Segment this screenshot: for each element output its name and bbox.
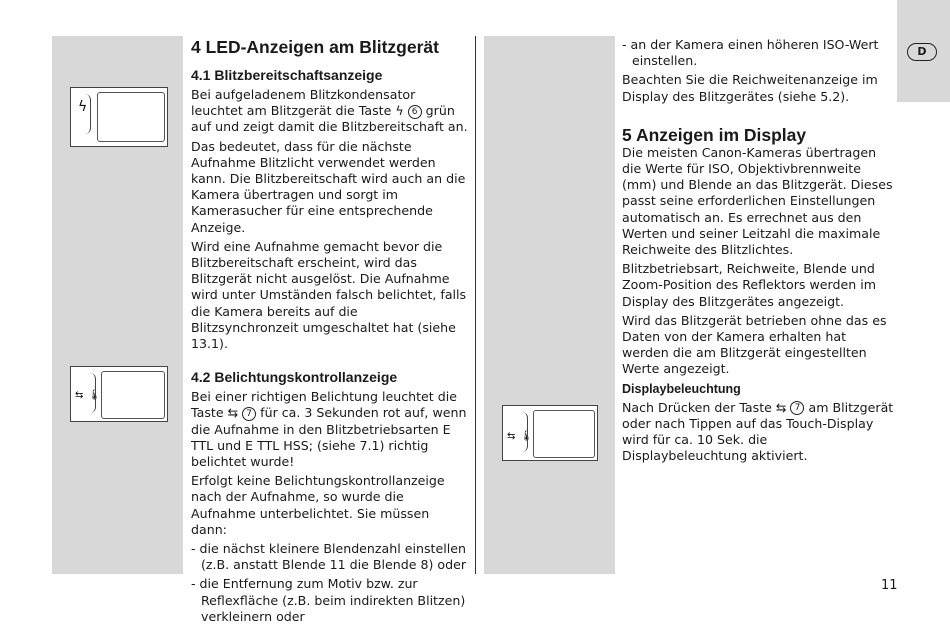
display-light-heading: Displaybeleuchtung [622,381,741,396]
paragraph: Nach Drücken der Taste ⇆ 7 am Blitzgerät oder nach Tippen auf das Touch-Display wird für ca. 10 Sek. die Displaybeleuchtung aktiviert. [622,399,894,464]
section-5-heading: 5 Anzeigen im Display [622,124,807,145]
button-bracket [74,94,91,134]
thermometer-icon: 🌡 [88,390,101,401]
display-light-thumbnail [502,405,598,461]
display-illustration [101,371,165,419]
section-4-2-heading: 4.2 Belichtungskontrollanzeige [191,369,398,386]
column-divider [475,36,476,574]
paragraph: Das bedeutet, dass für die nächste Aufnahme Blitzlicht verwendet werden kann. Die Blitzbereitschaft wird auch an die Kamera übertragen und sorgt im Kamerasucher für eine entsprechende Anzeige. [191,138,466,235]
flash-bolt-icon: ϟ [78,99,88,115]
right-column [622,37,894,467]
section-4-heading: 4 LED-Anzeigen am Blitzgerät [191,37,439,57]
paragraph: Erfolgt keine Belichtungskontrollanzeige nach der Aufnahme, so wurde die Aufnahme unterbelichtet. Sie müssen dann: [191,473,445,537]
language-badge: D [907,43,937,61]
thermometer-icon: 🌡 [520,431,533,442]
flash-ready-thumbnail [70,87,168,147]
paragraph: Bei aufgeladenem Blitzkondensator leuchtet am Blitzgerät die Taste ϟ 6 grün auf und zeigt damit die Blitzbereitschaft an. [191,87,468,135]
paragraph: Beachten Sie die Reichweitenanzeige im Display des Blitzgerätes (siehe 5.2). [622,72,878,104]
display-illustration [97,92,165,142]
paragraph: Wird das Blitzgerät betrieben ohne das es Daten von der Kamera erhalten hat werden die am Blitzgerät eingestellten Werte angezeigt. [622,312,887,377]
middle-margin-band [484,36,615,574]
exposure-control-thumbnail [70,366,168,422]
display-illustration [533,410,595,458]
section-4-1-heading: 4.1 Blitzbereitschaftsanzeige [191,67,383,83]
paragraph: Bei einer richtigen Belichtung leuchtet die Taste ⇆ 7 für ca. 3 Sekunden rot auf, wenn die Aufnahme in den Blitzbetriebsarten E TTL und E TTL HSS; (siehe 7.1) richtig belichtet wurde! [191,389,467,470]
reference-number: 7 [242,407,256,421]
paragraph: Die meisten Canon-Kameras übertragen die Werte für ISO, Objektivbrennweite (mm) und Blende an das Blitzgerät. Dieses passt seine erforderlichen Einstellungen automatisch an. Es errechnet aus den Werten und seiner Leitzahl die maximale Reichweite des Blitzlichtes. [622,144,893,258]
left-column [191,37,469,628]
list-item: - an der Kamera einen höheren ISO-Wert einstellen. [622,37,879,69]
list-item: - die nächst kleinere Blendenzahl einstellen (z.B. anstatt Blende 11 die Blende 8) oder [191,541,467,573]
paragraph: Blitzbetriebsart, Reichweite, Blende und Zoom-Position des Reflektors werden im Display des Blitzgerätes angezeigt. [622,261,876,309]
page-number: 11 [881,578,898,593]
exposure-arrows-icon: ⇆ [775,399,787,415]
reference-number: 7 [790,401,804,415]
button-bracket [73,373,96,413]
reference-number: 6 [408,105,422,119]
flash-bolt-icon: ϟ [395,103,404,119]
language-tab [897,0,950,102]
exposure-arrows-icon: ⇆ [75,390,84,401]
paragraph: Wird eine Aufnahme gemacht bevor die Blitzbereitschaft erscheint, wird das Blitzgerät nicht ausgelöst. Die Aufnahme wird unter Umständen falsch belichtet, falls die Kamera bereits auf die Blitzsynchronzeit umgeschaltet hat (siehe 13.1). [191,238,467,352]
exposure-arrows-icon: ⇆ [227,405,239,421]
button-bracket [505,412,528,452]
exposure-arrows-icon: ⇆ [507,431,516,442]
list-item: - die Entfernung zum Motiv bzw. zur Reflexfläche (z.B. beim indirekten Blitzen) verkleinern oder [191,576,466,624]
